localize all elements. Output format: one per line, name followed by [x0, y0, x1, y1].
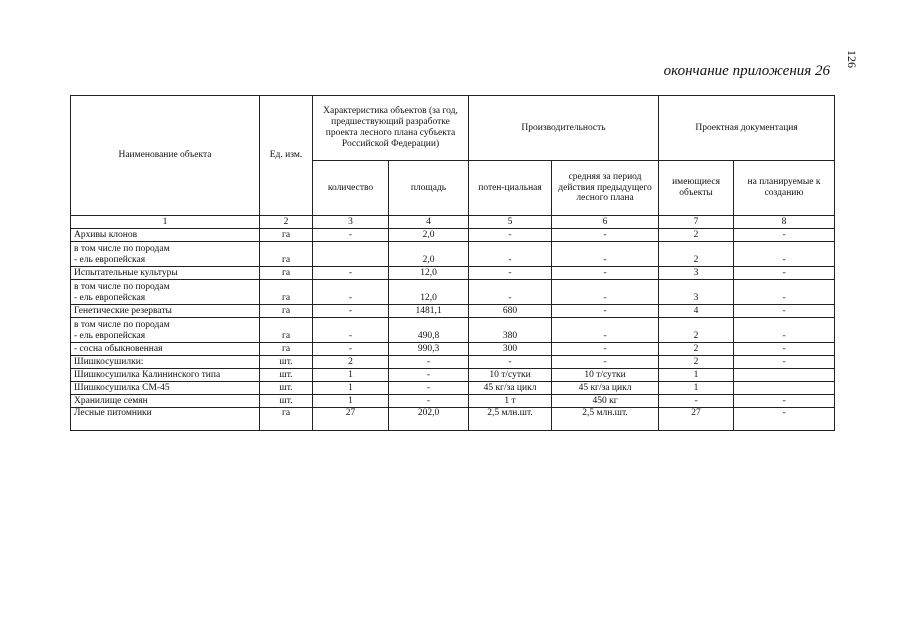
area-cell: - — [389, 369, 469, 382]
area-cell: 2,0 — [389, 242, 469, 267]
table-row — [71, 395, 835, 408]
name-cell — [71, 395, 260, 408]
existing-cell: 2 — [659, 242, 734, 267]
potential-cell: - — [469, 280, 552, 305]
area-cell: - — [389, 382, 469, 395]
unit-cell: шт. — [260, 395, 313, 408]
existing-cell: 2 — [659, 318, 734, 343]
header-planned: на планируемые к созданию — [734, 161, 835, 216]
quantity-cell: 2 — [313, 356, 389, 369]
header-unit: Ед. изм. — [260, 96, 313, 216]
unit-cell: шт. — [260, 356, 313, 369]
table-row — [71, 356, 835, 369]
table-row — [71, 242, 835, 267]
planned-cell: - — [734, 242, 835, 267]
table-row — [71, 408, 835, 431]
table-row — [71, 318, 835, 343]
average-cell: 2,5 млн.шт. — [552, 408, 659, 431]
existing-cell: 2 — [659, 343, 734, 356]
quantity-cell — [313, 242, 389, 267]
table-row — [71, 305, 835, 318]
header-average: средняя за период действия предыдущего лесного плана — [552, 161, 659, 216]
potential-cell: - — [469, 229, 552, 242]
column-number: 6 — [552, 216, 659, 229]
name-line: - ель европейская — [74, 331, 146, 342]
existing-cell: 1 — [659, 369, 734, 382]
existing-cell: 3 — [659, 280, 734, 305]
unit-cell: га — [260, 318, 313, 343]
existing-cell: 2 — [659, 356, 734, 369]
planned-cell: - — [734, 318, 835, 343]
planned-cell — [734, 369, 835, 382]
name-line: Лесные питомники — [74, 408, 152, 418]
potential-cell: 45 кг/за цикл — [469, 382, 552, 395]
name-line: в том числе по породам — [74, 282, 170, 293]
page-number: 126 — [845, 50, 859, 68]
column-number: 5 — [469, 216, 552, 229]
column-number: 8 — [734, 216, 835, 229]
unit-cell: га — [260, 242, 313, 267]
column-number: 4 — [389, 216, 469, 229]
quantity-cell: - — [313, 343, 389, 356]
quantity-cell: 1 — [313, 369, 389, 382]
column-number: 1 — [71, 216, 260, 229]
existing-cell: 2 — [659, 229, 734, 242]
potential-cell: - — [469, 267, 552, 280]
planned-cell: - — [734, 305, 835, 318]
potential-cell: 1 т — [469, 395, 552, 408]
quantity-cell: - — [313, 305, 389, 318]
name-cell — [71, 305, 260, 318]
table-body — [71, 229, 835, 431]
name-line: Шишкосушилка СМ-45 — [74, 383, 170, 394]
planned-cell: - — [734, 356, 835, 369]
area-cell: 12,0 — [389, 280, 469, 305]
average-cell: - — [552, 242, 659, 267]
name-line: - сосна обыкновенная — [74, 344, 163, 355]
name-cell — [71, 356, 260, 369]
average-cell: - — [552, 267, 659, 280]
name-line: Архивы клонов — [74, 230, 138, 241]
average-cell: - — [552, 229, 659, 242]
name-cell — [71, 267, 260, 280]
potential-cell: 680 — [469, 305, 552, 318]
column-number: 2 — [260, 216, 313, 229]
table-row — [71, 382, 835, 395]
average-cell: - — [552, 356, 659, 369]
area-cell: 12,0 — [389, 267, 469, 280]
average-cell: 450 кг — [552, 395, 659, 408]
name-line: Шишкосушилки: — [74, 357, 144, 368]
header-design-docs: Проектная документация — [659, 96, 835, 161]
existing-cell: 1 — [659, 382, 734, 395]
area-cell: 1481,1 — [389, 305, 469, 318]
name-cell — [71, 280, 260, 305]
name-line: - ель европейская — [74, 255, 146, 266]
planned-cell — [734, 382, 835, 395]
area-cell: 202,0 — [389, 408, 469, 431]
planned-cell: - — [734, 229, 835, 242]
area-cell: 990,3 — [389, 343, 469, 356]
header-quantity: количество — [313, 161, 389, 216]
area-cell: - — [389, 356, 469, 369]
data-table — [70, 95, 835, 431]
quantity-cell: - — [313, 229, 389, 242]
name-cell — [71, 343, 260, 356]
quantity-cell: - — [313, 280, 389, 305]
unit-cell: га — [260, 280, 313, 305]
unit-cell: га — [260, 267, 313, 280]
unit-cell: шт. — [260, 382, 313, 395]
name-line: Шишкосушилка Калининского типа — [74, 370, 221, 381]
potential-cell: - — [469, 242, 552, 267]
name-line: Генетические резерваты — [74, 306, 172, 317]
planned-cell: - — [734, 280, 835, 305]
header-existing: имеющиеся объекты — [659, 161, 734, 216]
existing-cell: - — [659, 395, 734, 408]
quantity-cell: 1 — [313, 395, 389, 408]
existing-cell: 27 — [659, 408, 734, 431]
column-number: 3 — [313, 216, 389, 229]
column-number: 7 — [659, 216, 734, 229]
planned-cell: - — [734, 408, 835, 431]
header-potential: потен-циальная — [469, 161, 552, 216]
potential-cell: 2,5 млн.шт. — [469, 408, 552, 431]
average-cell: 45 кг/за цикл — [552, 382, 659, 395]
name-cell — [71, 369, 260, 382]
table-row — [71, 280, 835, 305]
quantity-cell: 1 — [313, 382, 389, 395]
name-cell — [71, 242, 260, 267]
unit-cell: га — [260, 408, 313, 431]
table-row — [71, 343, 835, 356]
name-line: в том числе по породам — [74, 244, 170, 255]
quantity-cell: 27 — [313, 408, 389, 431]
quantity-cell: - — [313, 267, 389, 280]
table-row — [71, 267, 835, 280]
average-cell: - — [552, 318, 659, 343]
area-cell: - — [389, 395, 469, 408]
quantity-cell: - — [313, 318, 389, 343]
name-cell — [71, 229, 260, 242]
header-area: площадь — [389, 161, 469, 216]
average-cell: - — [552, 280, 659, 305]
potential-cell: 10 т/сутки — [469, 369, 552, 382]
unit-cell: га — [260, 229, 313, 242]
name-cell — [71, 408, 260, 431]
unit-cell: га — [260, 305, 313, 318]
unit-cell: га — [260, 343, 313, 356]
name-line: - ель европейская — [74, 293, 146, 304]
potential-cell: 380 — [469, 318, 552, 343]
name-cell — [71, 382, 260, 395]
existing-cell: 4 — [659, 305, 734, 318]
planned-cell: - — [734, 267, 835, 280]
header-name: Наименование объекта — [71, 96, 260, 216]
existing-cell: 3 — [659, 267, 734, 280]
table-row — [71, 229, 835, 242]
column-numbers-row — [71, 216, 835, 229]
potential-cell: 300 — [469, 343, 552, 356]
header-characteristics: Характеристика объектов (за год, предшествующий разработке проекта лесного плана субъекта Российской Федерации) — [313, 96, 469, 161]
planned-cell: - — [734, 343, 835, 356]
average-cell: - — [552, 305, 659, 318]
planned-cell: - — [734, 395, 835, 408]
area-cell: 490,8 — [389, 318, 469, 343]
potential-cell: - — [469, 356, 552, 369]
average-cell: 10 т/сутки — [552, 369, 659, 382]
header-productivity: Производительность — [469, 96, 659, 161]
area-cell: 2,0 — [389, 229, 469, 242]
name-line: в том числе по породам — [74, 320, 170, 331]
average-cell: - — [552, 343, 659, 356]
unit-cell: шт. — [260, 369, 313, 382]
appendix-title: окончание приложения 26 — [663, 63, 830, 79]
name-cell — [71, 318, 260, 343]
name-line: Хранилище семян — [74, 396, 148, 407]
name-line: Испытательные культуры — [74, 268, 178, 279]
table-row — [71, 369, 835, 382]
